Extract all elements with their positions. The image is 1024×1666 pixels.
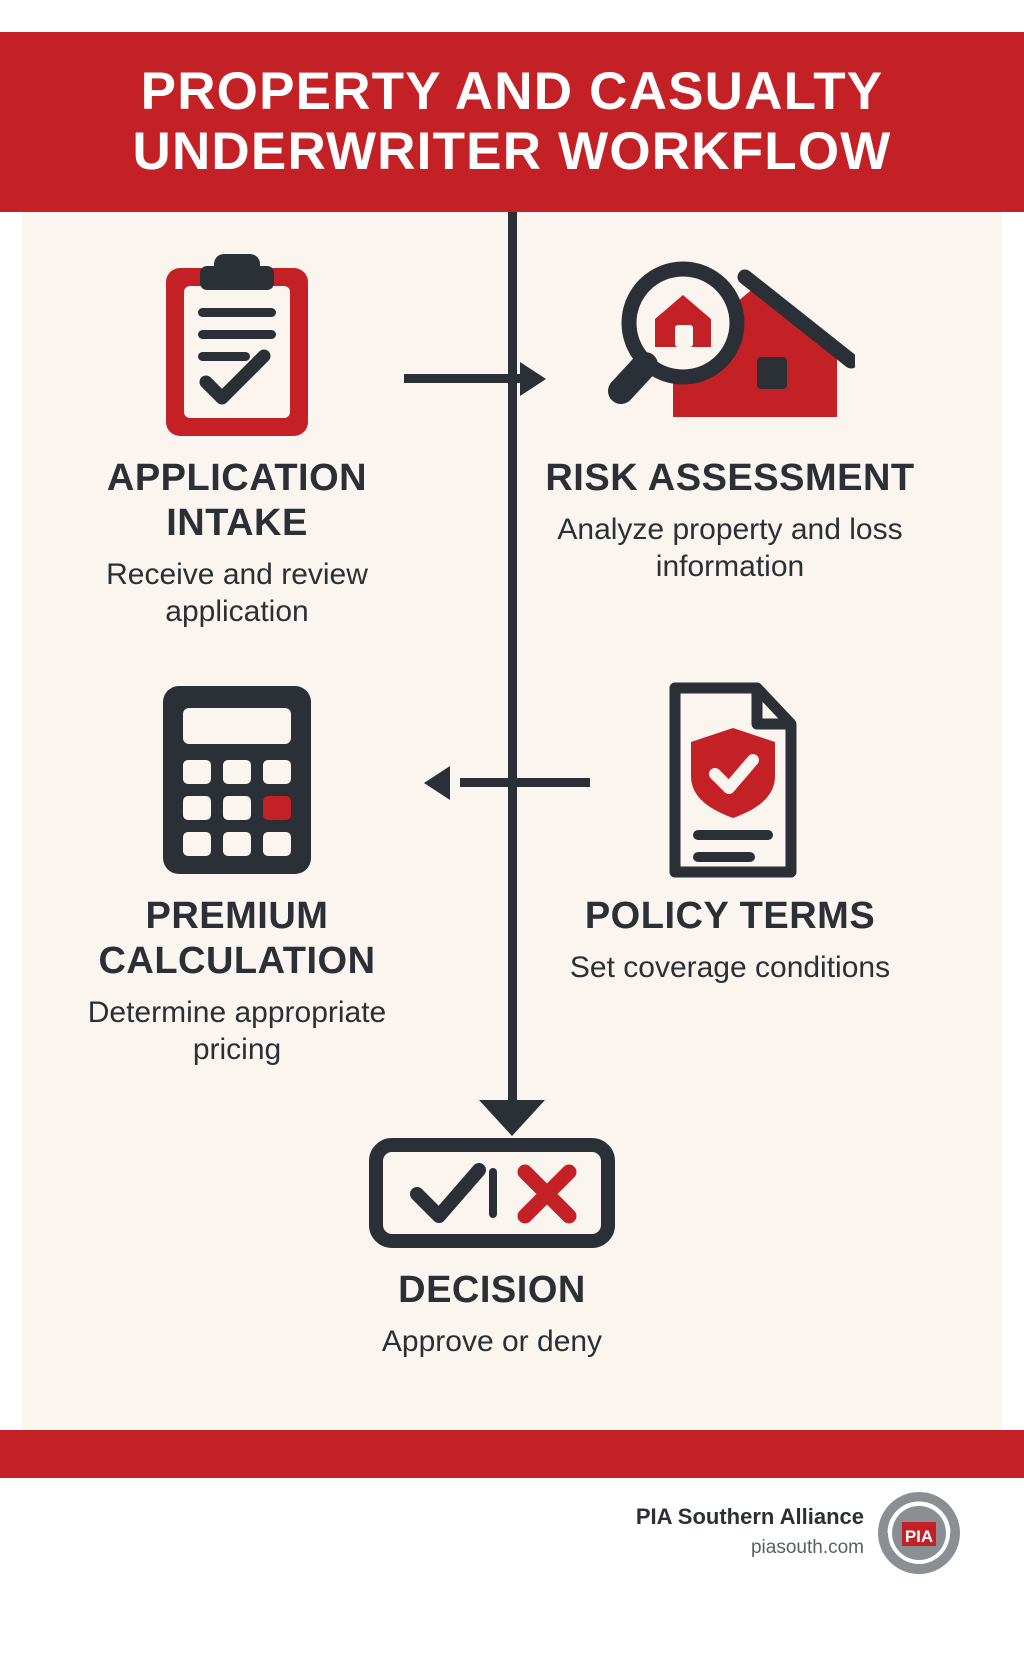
step-title: RISK ASSESSMENT <box>545 457 915 499</box>
step-risk-assessment <box>530 262 930 586</box>
step-description: Set coverage conditions <box>569 950 891 984</box>
clipboard-check-icon <box>42 262 432 442</box>
step-application-intake <box>42 262 432 631</box>
pia-seal-logo <box>876 1490 962 1576</box>
step-premium-calculation <box>42 700 432 1069</box>
step-description: Approve or deny <box>381 1324 603 1358</box>
header-banner <box>0 32 1024 212</box>
step-title: POLICY TERMS <box>584 895 876 937</box>
flow-arrow-to-decision-head-icon <box>479 1100 545 1136</box>
step-title: PREMIUM CALCULATION <box>98 895 376 982</box>
step-title: DECISION <box>398 1269 586 1311</box>
calculator-icon <box>42 700 432 880</box>
approve-deny-icon <box>292 1135 692 1250</box>
magnifier-house-icon <box>530 262 930 442</box>
step-title: APPLICATION INTAKE <box>106 457 368 544</box>
svg-text:PIA: PIA <box>904 1527 934 1546</box>
footer-text-block <box>364 1500 864 1563</box>
left-white-margin <box>0 0 22 1666</box>
page-title: PROPERTY AND CASUALTY UNDERWRITER WORKFLOW <box>132 62 892 181</box>
document-shield-icon <box>530 700 930 880</box>
step-description: Determine appropriate pricing <box>87 995 387 1067</box>
right-white-margin <box>1002 0 1024 1666</box>
step-description: Receive and review application <box>106 557 368 629</box>
footer-url: piasouth.com <box>750 1537 864 1558</box>
flow-spine-line <box>508 212 517 1122</box>
step-decision <box>292 1135 692 1360</box>
footer-red-bar <box>0 1430 1024 1478</box>
step-policy-terms <box>530 700 930 986</box>
footer-organization: PIA Southern Alliance <box>635 1504 864 1529</box>
top-white-strip <box>0 0 1024 32</box>
step-description: Analyze property and loss information <box>557 512 903 584</box>
